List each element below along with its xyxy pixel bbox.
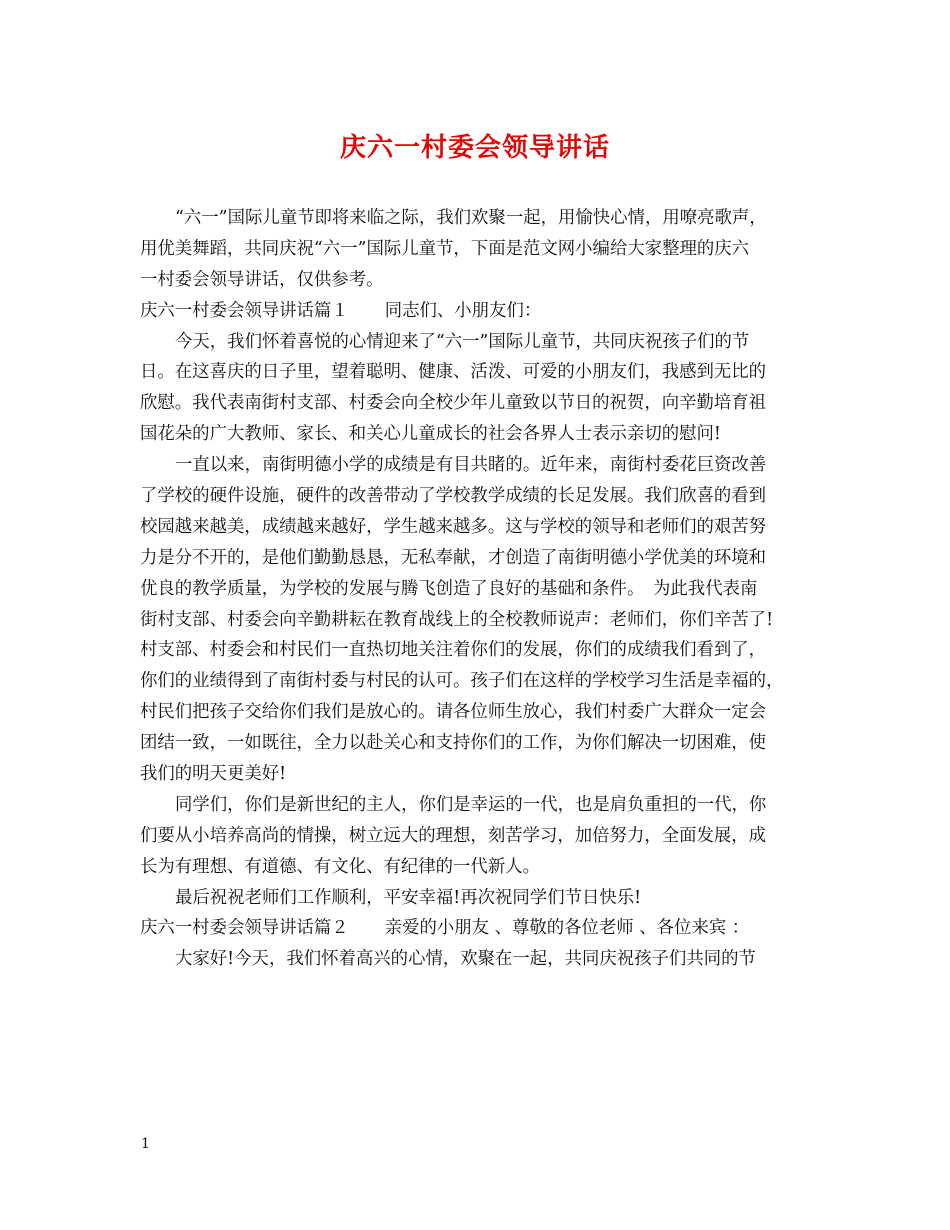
document-title: 庆六一村委会领导讲话 [339, 133, 610, 163]
text-line: 一直以来，南街明德小学的成绩是有目共睹的。近年来，南街村委花巨资改善 [175, 455, 767, 476]
text-line: 欣慰。我代表南街村支部、村委会向全校少年儿童致以节日的祝贺，向辛勤培育祖 [140, 393, 767, 414]
text-line: 日。在这喜庆的日子里，望着聪明、健康、活泼、可爱的小朋友们，我感到无比的 [140, 362, 767, 383]
text-line: “六一”国际儿童节即将来临之际，我们欢聚一起，用愉快心情，用嘹亮歌声， [175, 208, 767, 228]
text-line: 团结一致，一如既往，全力以赴关心和支持你们的工作，为你们解决一切困难，使 [140, 733, 767, 754]
text-line: 村支部、村委会和村民们一直热切地关注着你们的发展，你们的成绩我们看到了， [140, 640, 767, 661]
text-line: 今天，我们怀着喜悦的心情迎来了“六一”国际儿童节，共同庆祝孩子们的节 [175, 331, 750, 352]
text-line: 们要从小培养高尚的情操，树立远大的理想，刻苦学习，加倍努力，全面发展，成 [140, 825, 767, 846]
text-line: 了学校的硬件设施，硬件的改善带动了学校教学成绩的长足发展。我们欣喜的看到 [140, 486, 767, 507]
salutation-2: 亲爱的小朋友 、尊敬的各位老师 、各位来宾 ： [384, 918, 750, 939]
section-heading-1: 庆六一村委会领导讲话篇１ [140, 300, 349, 321]
text-line: 校园越来越美，成绩越来越好，学生越来越多。这与学校的领导和老师们的艰苦努 [140, 516, 767, 537]
text-line: 我们的明天更美好! [140, 764, 287, 785]
page-number: 1 [141, 1136, 150, 1152]
text-line: 大家好!今天，我们怀着高兴的心情，欢聚在一起，共同庆祝孩子们共同的节 [175, 949, 756, 970]
document-body [140, 203, 820, 975]
section-heading-line [140, 296, 820, 327]
text-line: 力是分不开的，是他们勤勤恳恳，无私奉献，才创造了南街明德小学优美的环境和 [140, 547, 767, 568]
text-line: 长为有理想、有道德、有文化、有纪律的一代新人。 [140, 856, 540, 877]
text-line: 优良的教学质量，为学校的发展与腾飞创造了良好的基础和条件。 为此我代表南 [140, 578, 758, 599]
text-line: 最后祝祝老师们工作顺利，平安幸福!再次祝同学们节日快乐! [175, 887, 642, 908]
text-line: 你们的业绩得到了南街村委与村民的认可。孩子们在这样的学校学习生活是幸福的， [140, 671, 784, 692]
text-line: 街村支部、村委会向辛勤耕耘在教育战线上的全校教师说声：老师们，你们辛苦了! [140, 609, 774, 630]
text-line: 用优美舞蹈，共同庆祝“六一”国际儿童节，下面是范文网小编给大家整理的庆六 [140, 238, 750, 259]
text-line: 同学们，你们是新世纪的主人，你们是幸运的一代，也是肩负重担的一代，你 [175, 794, 767, 815]
text-line: 村民们把孩子交给你们我们是放心的。请各位师生放心，我们村委广大群众一定会 [140, 702, 767, 723]
text-line: 一村委会领导讲话，仅供参考。 [140, 269, 384, 290]
section-heading-line [140, 913, 820, 944]
section-heading-2: 庆六一村委会领导讲话篇２ [140, 918, 349, 939]
salutation-1: 同志们、小朋友们： [384, 300, 542, 321]
text-line: 国花朵的广大教师、家长、和关心儿童成长的社会各界人士表示亲切的慰问! [140, 424, 721, 445]
